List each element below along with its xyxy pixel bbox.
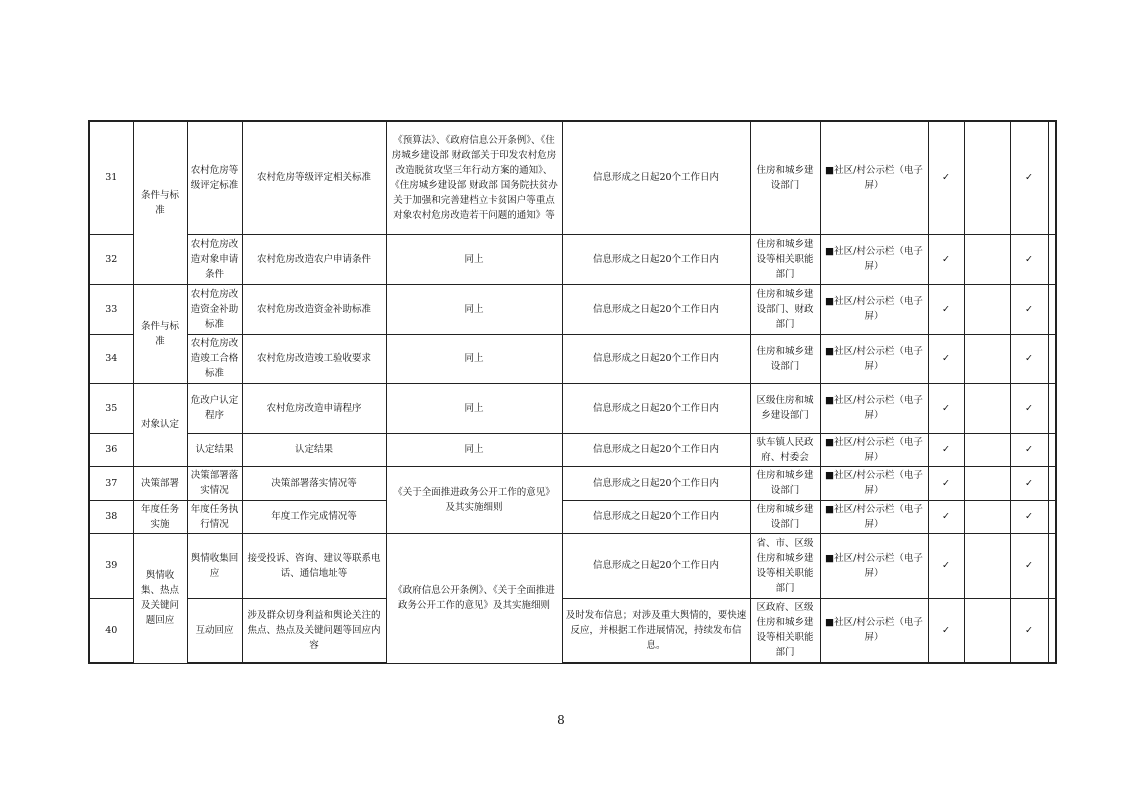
check-mark: ✓: [1010, 334, 1048, 383]
content-cell: 认定结果: [242, 433, 386, 466]
check-mark: ✓: [928, 121, 964, 234]
empty-cell: [1048, 500, 1056, 533]
time-limit-cell: 信息形成之日起20个工作日内: [562, 383, 750, 433]
item-cell: 舆情收集回应: [187, 533, 242, 598]
category-cell: 对象认定: [133, 383, 187, 466]
check-mark: ✓: [928, 500, 964, 533]
subject-cell: 住房和城乡建设部门: [750, 500, 820, 533]
basis-cell: 同上: [386, 383, 562, 433]
channel-cell: ■社区/村公示栏（电子屏）: [820, 433, 928, 466]
check-mark: ✓: [1010, 598, 1048, 663]
subject-cell: 住房和城乡建设部门: [750, 334, 820, 383]
check-mark: ✓: [1010, 466, 1048, 500]
empty-cell: [964, 598, 1010, 663]
empty-cell: [1048, 466, 1056, 500]
empty-cell: [964, 383, 1010, 433]
content-cell: 决策部署落实情况等: [242, 466, 386, 500]
empty-cell: [964, 533, 1010, 598]
check-mark: ✓: [1010, 433, 1048, 466]
empty-cell: [1048, 334, 1056, 383]
category-cell: 舆情收集、热点及关键问题回应: [133, 533, 187, 663]
subject-cell: 区级住房和城乡建设部门: [750, 383, 820, 433]
channel-cell: ■社区/村公示栏（电子屏）: [820, 383, 928, 433]
channel-cell: ■社区/村公示栏（电子屏）: [820, 466, 928, 500]
basis-cell: 同上: [386, 284, 562, 334]
empty-cell: [964, 433, 1010, 466]
check-mark: ✓: [1010, 284, 1048, 334]
table-row: [89, 284, 1056, 334]
channel-cell: ■社区/村公示栏（电子屏）: [820, 121, 928, 234]
check-mark: ✓: [928, 466, 964, 500]
empty-cell: [964, 334, 1010, 383]
row-number: 39: [89, 533, 133, 598]
subject-cell: 驮车镇人民政府、村委会: [750, 433, 820, 466]
check-mark: ✓: [928, 433, 964, 466]
table-row: [89, 533, 1056, 598]
table-row: [89, 598, 1056, 663]
item-cell: 农村危房等级评定标准: [187, 121, 242, 234]
category-cell: 条件与标准: [133, 284, 187, 383]
time-limit-cell: 信息形成之日起20个工作日内: [562, 234, 750, 284]
time-limit-cell: 信息形成之日起20个工作日内: [562, 334, 750, 383]
item-cell: 农村危房改造资金补助标准: [187, 284, 242, 334]
basis-cell: 同上: [386, 334, 562, 383]
channel-cell: ■社区/村公示栏（电子屏）: [820, 500, 928, 533]
time-limit-cell: 信息形成之日起20个工作日内: [562, 533, 750, 598]
table-row: [89, 466, 1056, 500]
empty-cell: [964, 234, 1010, 284]
content-cell: 年度工作完成情况等: [242, 500, 386, 533]
channel-cell: ■社区/村公示栏（电子屏）: [820, 598, 928, 663]
subject-cell: 住房和城乡建设部门: [750, 466, 820, 500]
empty-cell: [1048, 383, 1056, 433]
basis-cell: 同上: [386, 234, 562, 284]
empty-cell: [1048, 533, 1056, 598]
item-cell: 农村危房改造竣工合格标准: [187, 334, 242, 383]
channel-cell: ■社区/村公示栏（电子屏）: [820, 284, 928, 334]
empty-cell: [964, 121, 1010, 234]
basis-cell: 同上: [386, 433, 562, 466]
page-number: 8: [557, 713, 565, 727]
row-number: 33: [89, 284, 133, 334]
row-number: 32: [89, 234, 133, 284]
content-cell: 农村危房等级评定相关标准: [242, 121, 386, 234]
time-limit-cell: 及时发布信息；对涉及重大舆情的，要快速反应，并根据工作进展情况，持续发布信息。: [562, 598, 750, 663]
disclosure-table: [88, 120, 1057, 664]
check-mark: ✓: [1010, 533, 1048, 598]
table-row: [89, 334, 1056, 383]
content-cell: 农村危房改造申请程序: [242, 383, 386, 433]
check-mark: ✓: [928, 334, 964, 383]
empty-cell: [964, 284, 1010, 334]
check-mark: ✓: [1010, 121, 1048, 234]
row-number: 40: [89, 598, 133, 663]
time-limit-cell: 信息形成之日起20个工作日内: [562, 121, 750, 234]
table-row: [89, 433, 1056, 466]
content-cell: 涉及群众切身利益和舆论关注的焦点、热点及关键问题等回应内容: [242, 598, 386, 663]
table-row: [89, 500, 1056, 533]
category-cell: 决策部署: [133, 466, 187, 500]
item-cell: 农村危房改造对象申请条件: [187, 234, 242, 284]
time-limit-cell: 信息形成之日起20个工作日内: [562, 433, 750, 466]
channel-cell: ■社区/村公示栏（电子屏）: [820, 533, 928, 598]
category-cell: 条件与标准: [133, 121, 187, 284]
category-cell: 年度任务实施: [133, 500, 187, 533]
subject-cell: 住房和城乡建设部门、财政部门: [750, 284, 820, 334]
empty-cell: [1048, 598, 1056, 663]
row-number: 31: [89, 121, 133, 234]
empty-cell: [1048, 433, 1056, 466]
basis-cell: 《关于全面推进政务公开工作的意见》及其实施细则: [386, 466, 562, 533]
content-cell: 农村危房改造资金补助标准: [242, 284, 386, 334]
content-cell: 农村危房改造竣工验收要求: [242, 334, 386, 383]
row-number: 35: [89, 383, 133, 433]
content-cell: 接受投诉、咨询、建议等联系电话、通信地址等: [242, 533, 386, 598]
subject-cell: 省、市、区级住房和城乡建设等相关职能部门: [750, 533, 820, 598]
item-cell: 认定结果: [187, 433, 242, 466]
subject-cell: 住房和城乡建设部门: [750, 121, 820, 234]
empty-cell: [964, 466, 1010, 500]
row-number: 36: [89, 433, 133, 466]
item-cell: 年度任务执行情况: [187, 500, 242, 533]
check-mark: ✓: [928, 234, 964, 284]
content-cell: 农村危房改造农户申请条件: [242, 234, 386, 284]
item-cell: 互动回应: [187, 598, 242, 663]
check-mark: ✓: [928, 533, 964, 598]
empty-cell: [964, 500, 1010, 533]
check-mark: ✓: [1010, 234, 1048, 284]
time-limit-cell: 信息形成之日起20个工作日内: [562, 466, 750, 500]
table-row: [89, 234, 1056, 284]
item-cell: 危改户认定程序: [187, 383, 242, 433]
time-limit-cell: 信息形成之日起20个工作日内: [562, 284, 750, 334]
table-row: [89, 121, 1056, 234]
row-number: 37: [89, 466, 133, 500]
channel-cell: ■社区/村公示栏（电子屏）: [820, 334, 928, 383]
check-mark: ✓: [1010, 500, 1048, 533]
row-number: 34: [89, 334, 133, 383]
empty-cell: [1048, 121, 1056, 234]
channel-cell: ■社区/村公示栏（电子屏）: [820, 234, 928, 284]
check-mark: ✓: [928, 598, 964, 663]
item-cell: 决策部署落实情况: [187, 466, 242, 500]
check-mark: ✓: [1010, 383, 1048, 433]
check-mark: ✓: [928, 383, 964, 433]
empty-cell: [1048, 234, 1056, 284]
row-number: 38: [89, 500, 133, 533]
basis-cell: 《政府信息公开条例》、《关于全面推进政务公开工作的意见》及其实施细则: [386, 533, 562, 663]
basis-cell: 《预算法》、《政府信息公开条例》、《住房城乡建设部 财政部关于印发农村危房改造脱贫攻坚三年行动方案的通知》、《住房城乡建设部 财政部 国务院扶贫办关于加强和完善建档立卡贫困户等重点对象农村危房改造若干问题的通知》等: [386, 121, 562, 234]
check-mark: ✓: [928, 284, 964, 334]
time-limit-cell: 信息形成之日起20个工作日内: [562, 500, 750, 533]
empty-cell: [1048, 284, 1056, 334]
subject-cell: 区政府、区级住房和城乡建设等相关职能部门: [750, 598, 820, 663]
table-row: [89, 383, 1056, 433]
subject-cell: 住房和城乡建设等相关职能部门: [750, 234, 820, 284]
